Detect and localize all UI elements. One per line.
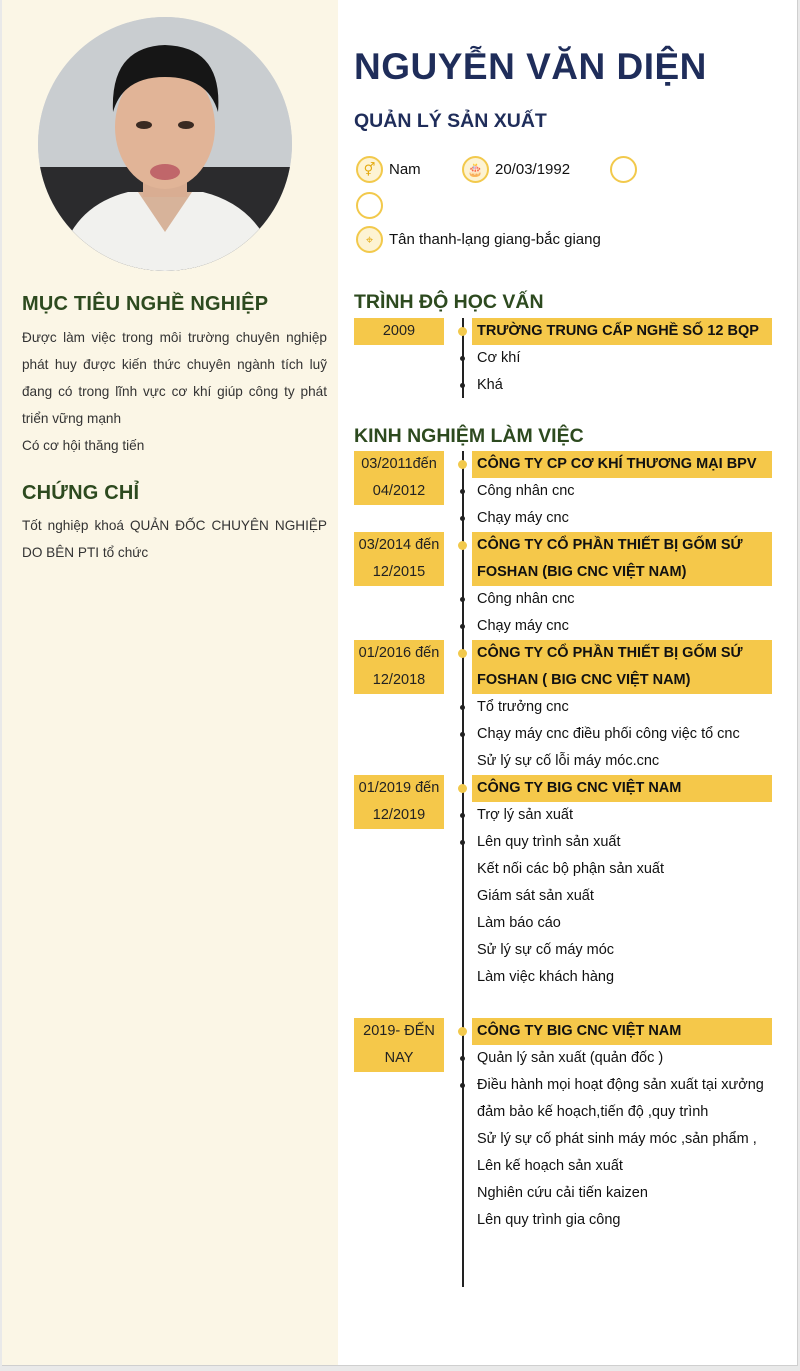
bullet bbox=[460, 705, 465, 710]
job-task: Sử lý sự cố phát sinh máy móc ,sản phẩm , bbox=[477, 1131, 757, 1147]
gender-value: Nam bbox=[389, 161, 421, 178]
bullet bbox=[460, 383, 465, 388]
job-task: đảm bảo kế hoạch,tiến độ ,quy trình bbox=[477, 1104, 709, 1120]
main-content bbox=[338, 0, 798, 1365]
job-task: Công nhân cnc bbox=[477, 591, 575, 607]
gender-field bbox=[356, 156, 421, 183]
job-task: Kết nối các bộ phận sản xuất bbox=[477, 861, 665, 877]
phone-icon bbox=[610, 156, 637, 183]
education-grade: Khá bbox=[477, 377, 503, 393]
avatar bbox=[38, 17, 292, 271]
job-date bbox=[354, 640, 444, 694]
job-company-line: CÔNG TY CỔ PHẦN THIẾT BỊ GỐM SỨ bbox=[477, 645, 743, 661]
job-date-end: 12/2019 bbox=[372, 807, 426, 823]
objective-text-2: Có cơ hội thăng tiến bbox=[22, 438, 145, 453]
job-date-start: 01/2019 đến bbox=[358, 780, 440, 796]
job-date-end: 04/2012 bbox=[372, 483, 426, 499]
timeline-dot bbox=[458, 1027, 467, 1036]
job-company: CÔNG TY BIG CNC VIỆT NAM bbox=[472, 775, 772, 802]
job-task: Lên kế hoạch sản xuất bbox=[477, 1158, 623, 1174]
sidebar bbox=[2, 0, 338, 1365]
portrait-photo bbox=[38, 17, 292, 271]
job-date-start: 03/2014 đến bbox=[358, 537, 440, 553]
job-date-start: 01/2016 đến bbox=[358, 645, 440, 661]
job-company bbox=[472, 532, 772, 586]
job-task: Giám sát sản xuất bbox=[477, 888, 594, 904]
experience-timeline-line bbox=[462, 451, 464, 1287]
email-field bbox=[356, 192, 389, 219]
bullet bbox=[460, 813, 465, 818]
email-icon bbox=[356, 192, 383, 219]
bullet bbox=[460, 624, 465, 629]
job-task: Làm báo cáo bbox=[477, 915, 561, 931]
birthday-field bbox=[462, 156, 570, 183]
job-task: Lên quy trình sản xuất bbox=[477, 834, 621, 850]
birthday-value: 20/03/1992 bbox=[495, 161, 571, 178]
bullet bbox=[460, 840, 465, 845]
certificates-title: CHỨNG CHỈ bbox=[22, 482, 140, 504]
job-task: Công nhân cnc bbox=[477, 483, 575, 499]
job-task: Chạy máy cnc điều phối công việc tổ cnc bbox=[477, 726, 740, 742]
experience-title: KINH NGHIỆM LÀM VIỆC bbox=[354, 425, 584, 447]
bullet bbox=[460, 1083, 465, 1088]
address-value: Tân thanh-lạng giang-bắc giang bbox=[389, 231, 601, 248]
address-field bbox=[356, 226, 601, 253]
job-date-start: 2019- ĐẾN bbox=[363, 1023, 435, 1039]
timeline-dot bbox=[458, 649, 467, 658]
job-task: Lên quy trình gia công bbox=[477, 1212, 621, 1228]
timeline-dot bbox=[458, 541, 467, 550]
job-task: Điều hành mọi hoạt động sản xuất tại xưởng bbox=[477, 1077, 764, 1093]
job-company: CÔNG TY BIG CNC VIỆT NAM bbox=[472, 1018, 772, 1045]
bullet bbox=[460, 732, 465, 737]
job-company-line: FOSHAN (BIG CNC VIỆT NAM) bbox=[477, 564, 687, 580]
job-title: QUẢN LÝ SẢN XUẤT bbox=[354, 110, 547, 132]
timeline-dot bbox=[458, 327, 467, 336]
job-task: Quản lý sản xuất (quản đốc ) bbox=[477, 1050, 664, 1066]
job-date-end: NAY bbox=[384, 1050, 414, 1066]
timeline-dot bbox=[458, 460, 467, 469]
job-task: Chạy máy cnc bbox=[477, 510, 569, 526]
timeline-dot bbox=[458, 784, 467, 793]
education-school: TRƯỜNG TRUNG CẤP NGHỀ SỐ 12 BQP bbox=[472, 318, 772, 345]
education-date: 2009 bbox=[354, 318, 444, 345]
education-major: Cơ khí bbox=[477, 350, 521, 366]
job-date bbox=[354, 532, 444, 586]
job-task: Sử lý sự cố máy móc bbox=[477, 942, 615, 958]
gender-icon: ⚥ bbox=[356, 156, 383, 183]
job-date-end: 12/2015 bbox=[372, 564, 426, 580]
job-date-start: 03/2011đến bbox=[361, 456, 437, 472]
job-task: Sử lý sự cố lỗi máy móc.cnc bbox=[477, 753, 660, 769]
job-task: Chạy máy cnc bbox=[477, 618, 569, 634]
bullet bbox=[460, 516, 465, 521]
job-task: Nghiên cứu cải tiến kaizen bbox=[477, 1185, 648, 1201]
job-date bbox=[354, 775, 444, 829]
location-icon: ⌖ bbox=[356, 226, 383, 253]
job-company: CÔNG TY CP CƠ KHÍ THƯƠNG MẠI BPV bbox=[472, 451, 772, 478]
objective-text: Được làm việc trong môi trường chuyên nghiệp phát huy được kiến thức chuyên ngành tích luỹ đang có trong lĩnh vực cơ khí giúp công ty phát triển vững mạnh bbox=[22, 330, 327, 426]
bullet bbox=[460, 597, 465, 602]
job-task: Tổ trưởng cnc bbox=[477, 699, 569, 715]
bullet bbox=[460, 489, 465, 494]
bullet bbox=[460, 1056, 465, 1061]
job-task: Trợ lý sản xuất bbox=[477, 807, 573, 823]
job-company-line: CÔNG TY CỔ PHẦN THIẾT BỊ GỐM SỨ bbox=[477, 537, 743, 553]
certificates-text: Tốt nghiệp khoá QUẢN ĐỐC CHUYÊN NGHIỆP DO BÊN PTI tổ chức bbox=[22, 518, 327, 560]
job-company bbox=[472, 640, 772, 694]
job-date bbox=[354, 1018, 444, 1072]
education-title: TRÌNH ĐỘ HỌC VẤN bbox=[354, 291, 544, 313]
objective-title: MỤC TIÊU NGHỀ NGHIỆP bbox=[22, 293, 269, 315]
bullet bbox=[460, 356, 465, 361]
job-date bbox=[354, 451, 444, 505]
job-date-end: 12/2018 bbox=[372, 672, 426, 688]
full-name: NGUYỄN VĂN DIỆN bbox=[354, 46, 707, 87]
resume-page bbox=[2, 0, 798, 1366]
job-company-line: FOSHAN ( BIG CNC VIỆT NAM) bbox=[477, 672, 691, 688]
job-task: Làm việc khách hàng bbox=[477, 969, 615, 985]
phone-field bbox=[610, 156, 643, 183]
cake-icon: 🎂 bbox=[462, 156, 489, 183]
